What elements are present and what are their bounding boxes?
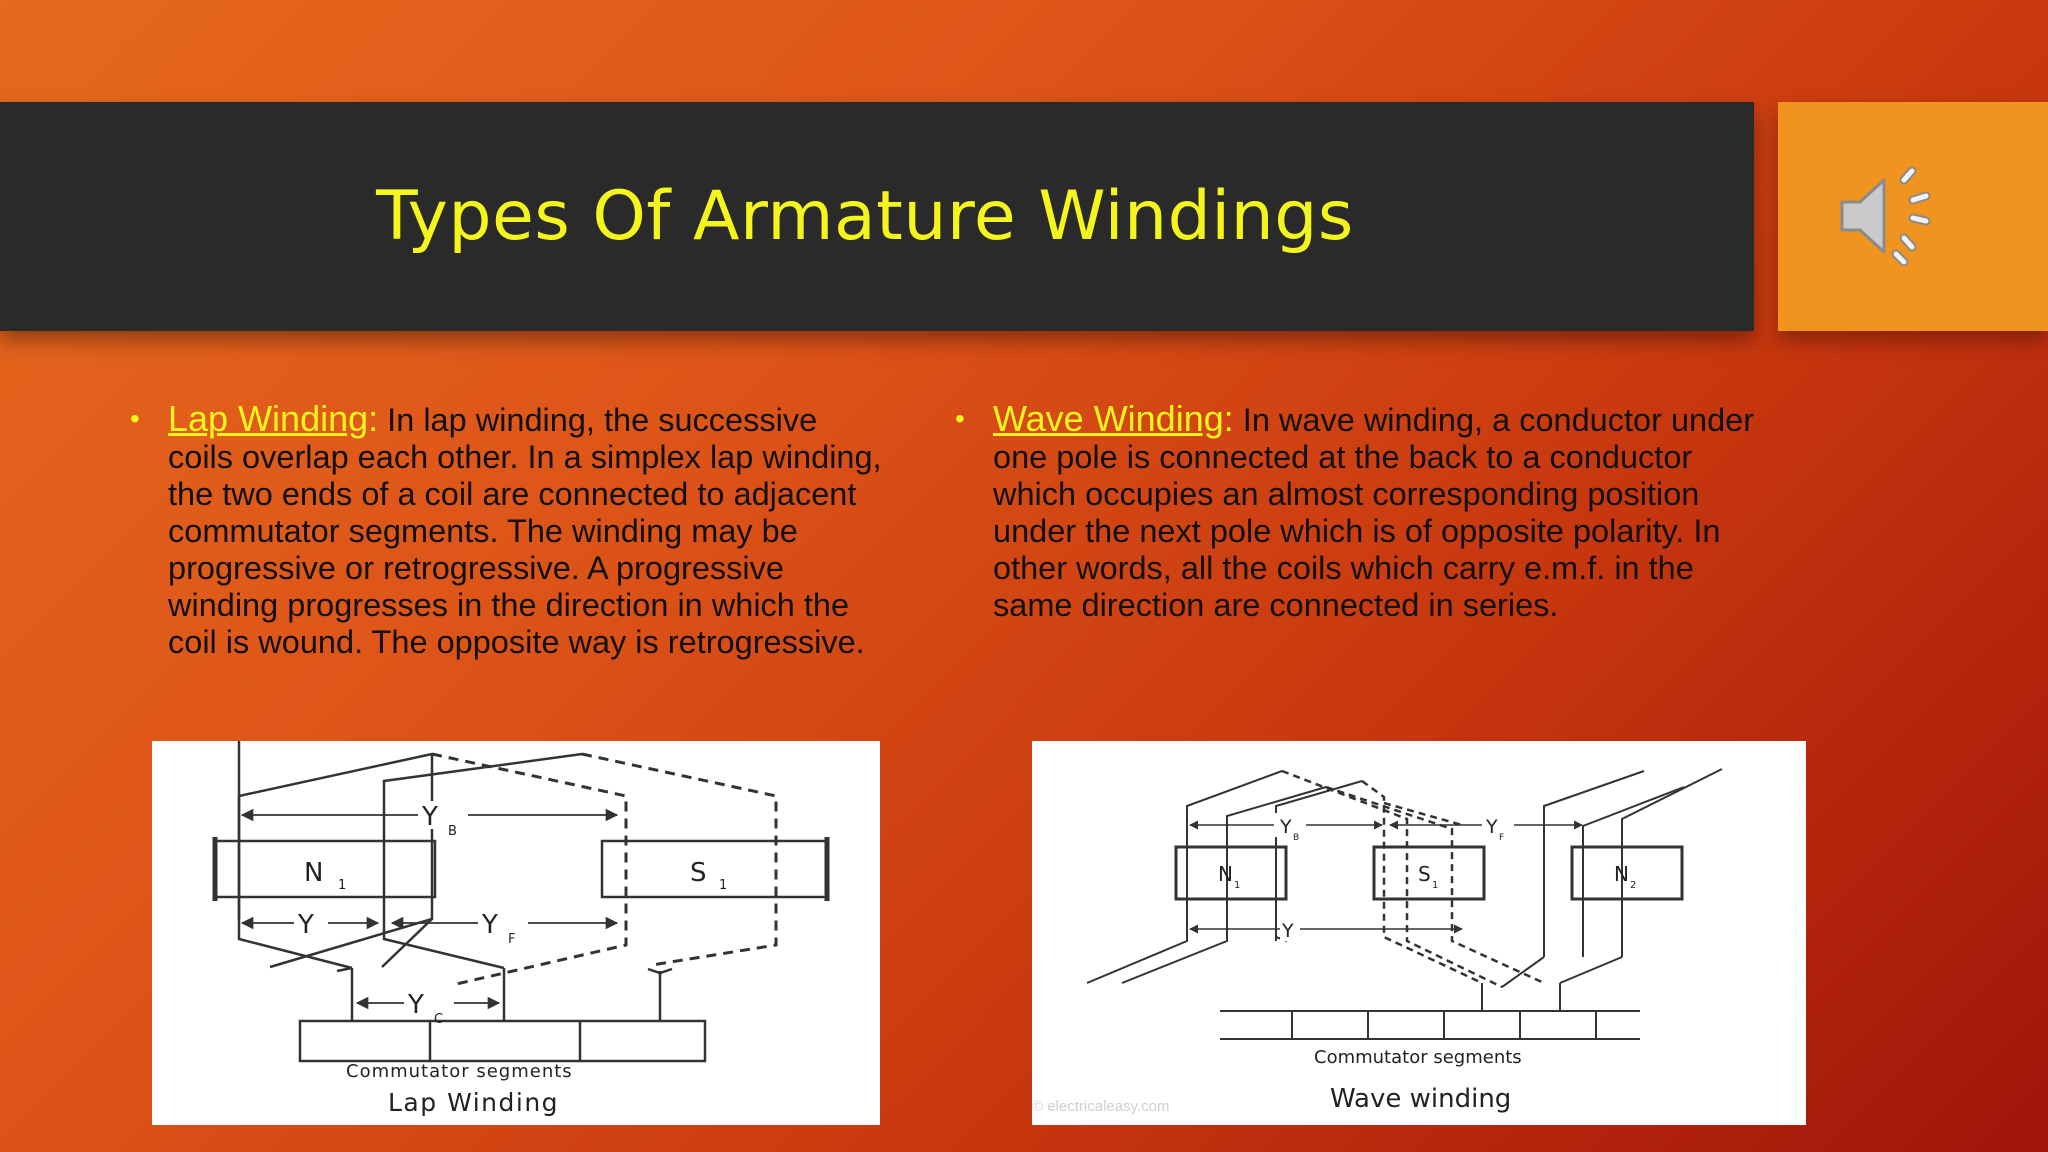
wave-winding-paragraph	[955, 398, 1773, 624]
pole-n1-label: N	[1218, 862, 1233, 886]
pole-s1-label: S	[1418, 862, 1431, 886]
yb-sub: B	[448, 824, 457, 839]
pole-n1-sub: 1	[1234, 880, 1241, 891]
lap-winding-text: In lap winding, the successive coils overlap each other. In a simplex lap winding, the two ends of a coil are connected to adjacent commutator segments. The winding may be progressive or retrogressive. A progressive winding progresses in the direction in which the coil is wound. The opposite way is retrogressive.	[168, 402, 882, 660]
commutator-label: Commutator segments	[346, 1061, 573, 1082]
pole-n1	[215, 841, 435, 897]
pole-s1-label: S	[690, 858, 707, 888]
wave-caption: Wave winding	[1330, 1084, 1512, 1114]
pole-n2-label: N	[1614, 862, 1629, 886]
yb-label: Y	[1280, 816, 1292, 838]
pole-n1-label: N	[304, 858, 324, 888]
yb-label: Y	[422, 802, 438, 832]
wave-winding-term: Wave Winding	[993, 398, 1224, 439]
yf-sub: F	[1499, 833, 1505, 843]
yc-sub: C	[434, 1012, 444, 1027]
pole-n2-sub: 2	[1630, 880, 1637, 891]
commutator-label: Commutator segments	[1314, 1047, 1522, 1068]
bullet-icon: •	[130, 403, 140, 434]
pole-s1-sub: 1	[1432, 880, 1439, 891]
bullet-icon: •	[955, 403, 965, 434]
pole-s1	[602, 841, 827, 897]
pole-s1-sub: 1	[719, 878, 728, 893]
yf-label: Y	[1486, 816, 1498, 838]
speaker-icon	[1836, 166, 1946, 266]
yc-label: Y	[408, 990, 424, 1020]
lap-caption: Lap Winding	[388, 1088, 560, 1117]
commutator	[300, 1021, 705, 1061]
yf-label: Y	[482, 910, 498, 940]
audio-button[interactable]	[1778, 102, 2048, 331]
wave-winding-text: In wave winding, a conductor under one pole is connected at the back to a conductor which occupies an almost corresponding position under the next pole which is of opposite polarity. In other words, all the coils which carry e.m.f. in the same direction are connected in series.	[993, 402, 1755, 623]
lap-winding-paragraph	[130, 398, 888, 661]
wave-colon: :	[1223, 398, 1234, 439]
lap-winding-diagram	[152, 741, 880, 1125]
y-label: Y	[1282, 920, 1294, 942]
title-bar	[0, 102, 1754, 331]
pole-n1-sub: 1	[338, 878, 347, 893]
yf-sub: F	[508, 932, 516, 947]
slide-title: Types Of Armature Windings	[376, 177, 1354, 256]
watermark: © electricaleasy.com	[1032, 1098, 1170, 1115]
lap-winding-term: Lap Winding	[168, 398, 369, 439]
wave-winding-diagram	[1032, 741, 1806, 1125]
yb-sub: B	[1293, 833, 1300, 843]
lap-colon: :	[368, 398, 379, 439]
y-label: Y	[298, 910, 314, 940]
coil-dashed	[432, 754, 626, 985]
